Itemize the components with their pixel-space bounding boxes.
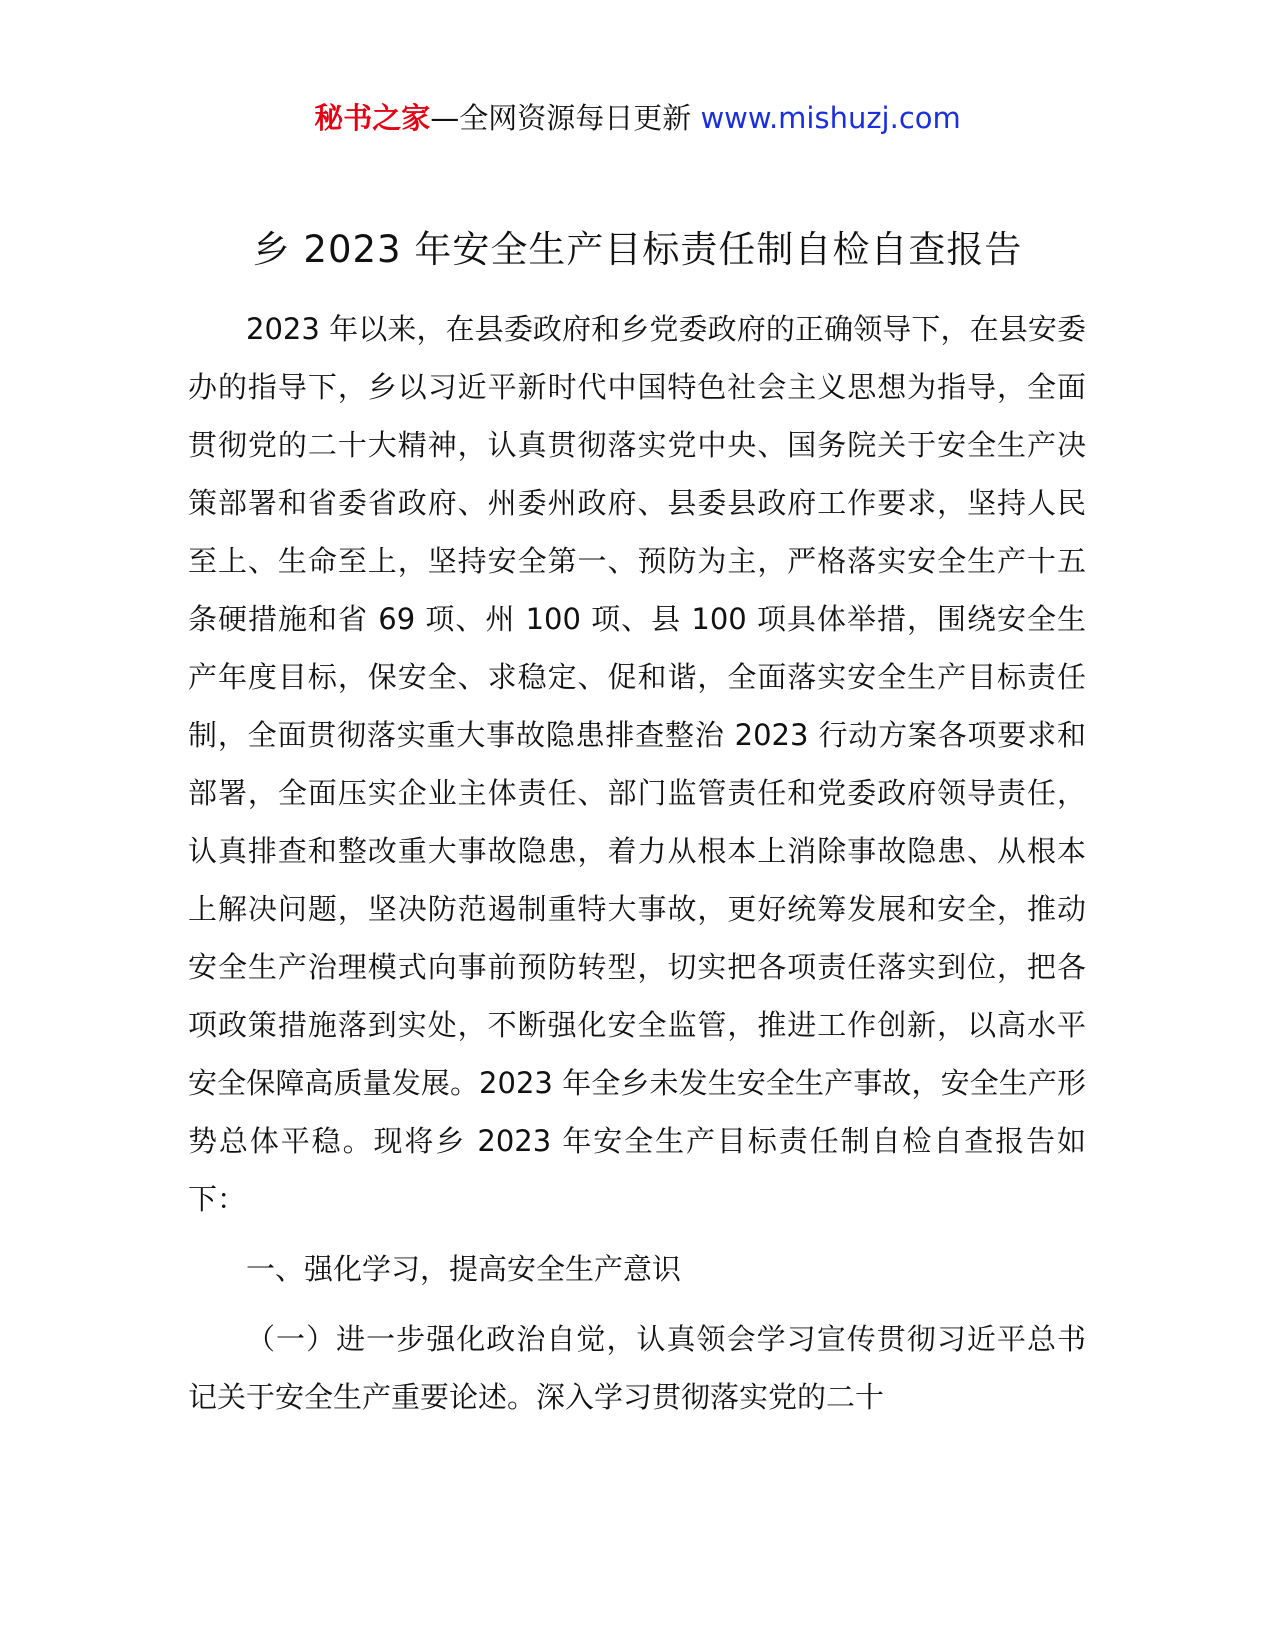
intro-paragraph: 2023 年以来，在县委政府和乡党委政府的正确领导下，在县安委办的指导下，乡以习近平新时代中国特色社会主义思想为指导，全面贯彻党的二十大精神，认真贯彻落实党中央、国务院关于安全生产决策部署和省委省政府、州委州政府、县委县政府工作要求，坚持人民至上、生命至上，坚持安全第一、预防为主，严格落实安全生产十五条硬措施和省 69 项、州 100 项、县 100 项具体举措，围绕安全生产年度目标，保安全、求稳定、促和谐，全面落实安全生产目标责任制，全面贯彻落实重大事故隐患排查整治 2023 行动方案各项要求和部署，全面压实企业主体责任、部门监管责任和党委政府领导责任，认真排查和整改重大事故隐患，着力从根本上消除事故隐患、从根本上解决问题，坚决防范遏制重特大事故，更好统筹发展和安全，推动安全生产治理模式向事前预防转型，切实把各项责任落实到位，把各项政策措施落到实处，不断强化安全监管，推进工作创新，以高水平安全保障高质量发展。2023 年全乡未发生安全生产事故，安全生产形势总体平稳。现将乡 2023 年安全生产目标责任制自检自查报告如下：	[188, 312, 1086, 1216]
document-title: 乡 2023 年安全生产目标责任制自检自查报告	[252, 228, 1023, 271]
brand-name: 秘书之家	[314, 101, 431, 135]
subsection-paragraph: （一）进一步强化政治自觉，认真领会学习宣传贯彻习近平总书记关于安全生产重要论述。深入学习贯彻落实党的二十	[188, 1322, 1086, 1414]
section-heading: 一、强化学习，提高安全生产意识	[246, 1252, 682, 1286]
document-body	[188, 300, 1086, 1426]
site-header	[0, 98, 1275, 138]
header-tagline: —全网资源每日更新	[430, 101, 692, 135]
site-url-link[interactable]: www.mishuzj.com	[700, 101, 961, 135]
